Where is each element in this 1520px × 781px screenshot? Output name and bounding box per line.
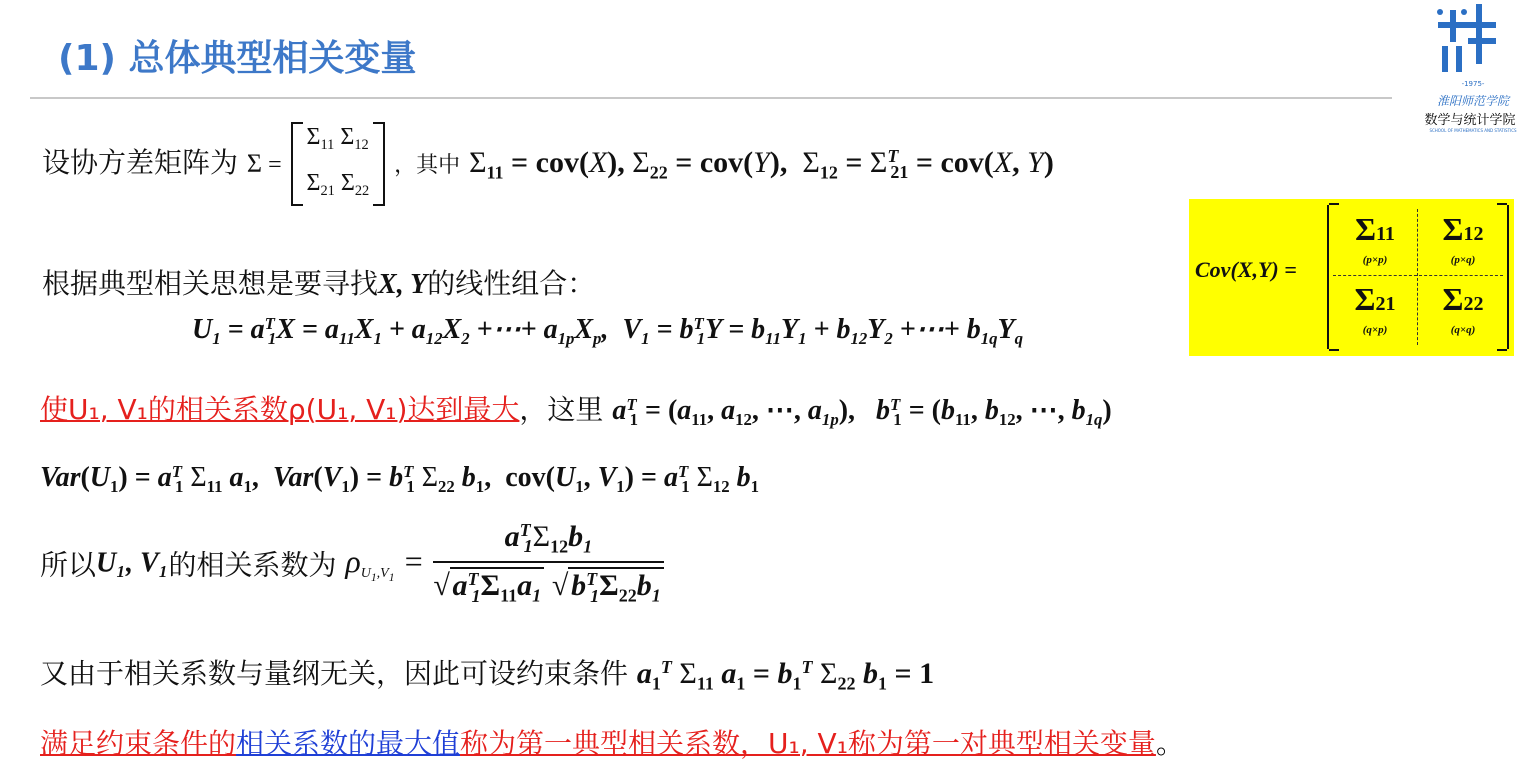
cov-cell-12: Σ12 (p×q) xyxy=(1442,211,1484,266)
line6-uv: U₁, V₁ xyxy=(96,547,169,579)
maximize-correlation-line xyxy=(40,388,1112,430)
cov-vertical-divider xyxy=(1417,209,1418,345)
constraint-line xyxy=(40,652,934,694)
logo-year: -1975- xyxy=(1461,80,1485,88)
page-title: (1) 总体典型相关变量 xyxy=(58,38,417,79)
sigma-components-formula: $\Sigma_{11} = cov(X)$, $\Sigma_{22} = cov(Y)$, $\Sigma_{12} = \Sigma^T_{21} = cov(X$, Y) xyxy=(469,146,1054,183)
conclusion-red-part2: 称为第一典型相关系数，U₁, V₁称为第一对典型相关变量 xyxy=(460,727,1156,760)
correlation-coefficient-line xyxy=(40,520,664,607)
logo-school-name: 淮阳师范学院 xyxy=(1436,94,1509,108)
school-logo xyxy=(1424,0,1518,140)
matrix-left-bracket xyxy=(291,122,303,206)
linear-combination-formula: $U_1 = a^T_1X = a_{11}X_1 + a_{12}X_2$ +⋯+ $a_{1p}X_p$, $V_1 = b^T_1Y = b_{11}Y_1 + b_{12}Y_2$ +⋯+ $b_{1q}Y_q$ xyxy=(192,313,1023,348)
logo-dept-name: 数学与统计学院 xyxy=(1424,113,1516,128)
line1-mid: ，其中 xyxy=(394,153,461,179)
conclusion-blue-part: 相关系数的最大值 xyxy=(236,727,461,760)
matrix-right-bracket xyxy=(373,122,385,206)
conclusion-line xyxy=(40,722,1184,762)
line7-prefix: 又由于相关系数与量纲无关，因此可设约束条件 xyxy=(40,657,629,690)
line2-suffix: 的线性组合： xyxy=(427,267,596,300)
sigma-block-matrix: $\Sigma_{11}$ $\Sigma_{12}$ $\Sigma_{21}$ $\Sigma_{22}$ xyxy=(306,124,370,200)
maximize-correlation-goal: 使U₁, V₁的相关系数ρ(U₁, V₁)达到最大 xyxy=(40,393,520,426)
correlation-fraction xyxy=(433,520,664,607)
cov-cell-21: Σ21 (q×p) xyxy=(1354,281,1396,336)
coefficient-vectors-formula: $a^T_1 = (a_{11}$, $a_{12}$, ⋯, $a_{1p}$), $b^T_1 = (b_{11}$, $b_{12}$, ⋯, $b_{1q}$) xyxy=(612,394,1112,429)
rho-symbol: $\rho_{U_1,V_1}$ = xyxy=(345,542,425,584)
constraint-formula: $a_1^T$ $\Sigma_{11}$ $a_1 = b_1^T$ $\Sigma_{22}$ $b_1 = 1$ xyxy=(636,657,935,694)
line1-prefix: 设协方差矩阵为 xyxy=(42,146,239,180)
line2-xy: X, Y xyxy=(378,269,428,300)
correlation-numerator: $a^T_1\Sigma_{12}b_1$ xyxy=(433,520,664,563)
logo-emblem-icon xyxy=(1428,0,1518,80)
line6-prefix: 所以 xyxy=(40,548,97,582)
cov-label: Cov(X,Y) = xyxy=(1195,257,1297,282)
cov-block-matrix xyxy=(1327,205,1509,349)
cov-cell-22: Σ22 (q×q) xyxy=(1442,281,1484,336)
correlation-denominator: √ $a^T_1\Sigma_{11}a_1$ √ $b^T_1\Sigma_{22}b_1$ xyxy=(433,563,664,606)
linear-combination-line xyxy=(42,262,595,302)
conclusion-period: 。 xyxy=(1155,727,1184,760)
covariance-definition-line: 设协方差矩阵为 $\Sigma = \Sigma_{11}$ $\Sigma_{12}$ $\Sigma_{21}$ $\Sigma_{22}$ ，其中 $\Sigma_{11} = cov(X)$, $\Sigma_{22} = cov(Y)$, $\Sigma_{12} = \Sigma^T_{21} = cov(X$, Y) xyxy=(42,118,1054,210)
sigma-symbol: Σ xyxy=(246,149,263,179)
variance-covariance-formula: $Var(U_1) = a^T_1$ $\Sigma_{11}$ $a_1$, $Var(V_1) = b^T_1$ $\Sigma_{22}$ $b_1$, $cov(U_1$, $V_1) = a^T_1$ $\Sigma_{12}$ $b_1$ xyxy=(40,462,760,497)
cov-cell-11: Σ11 (p×p) xyxy=(1355,211,1395,266)
line4-mid: ，这里 xyxy=(519,393,604,426)
conclusion-red-part1: 满足约束条件的 xyxy=(40,727,237,760)
title-divider xyxy=(30,97,1392,99)
logo-dept-en: SCHOOL OF MATHEMATICS AND STATISTICS xyxy=(1429,128,1517,133)
covariance-matrix-box xyxy=(1189,199,1514,356)
line2-prefix: 根据典型相关思想是要寻找 xyxy=(42,267,379,300)
line6-suffix: 的相关系数为 xyxy=(168,548,337,582)
cov-horizontal-divider xyxy=(1333,275,1503,276)
